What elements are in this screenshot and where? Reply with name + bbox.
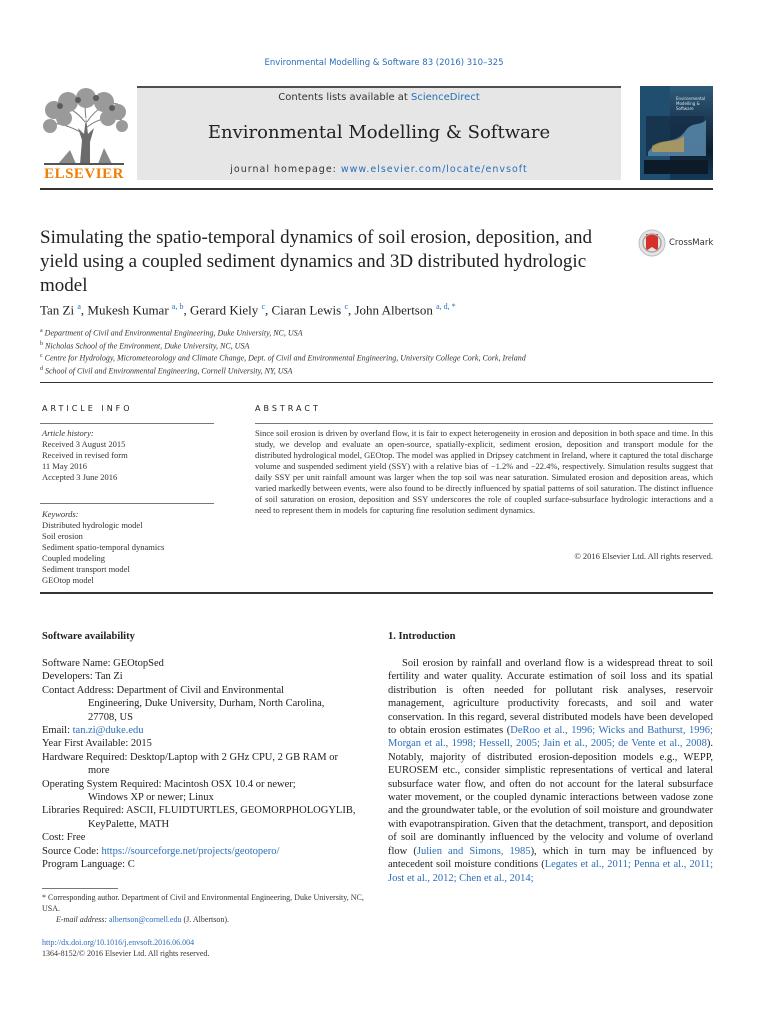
masthead-divider: [40, 188, 713, 190]
author-affiliation-mark[interactable]: c: [344, 302, 348, 311]
keywords-divider: [40, 503, 214, 504]
affiliation: [40, 326, 713, 339]
software-libraries: Libraries Required: ASCII, FLUIDTURTLES, GEOMORPHOLOGYLIB,: [42, 805, 356, 817]
intro-text: ), which in turn may be influenced by antecedent soil moisture conditions (: [388, 845, 713, 871]
paper-title: Simulating the spatio-temporal dynamics of soil erosion, deposition, and yield using a coupled sediment dynamics and 3D distributed hydrologic model: [40, 227, 592, 296]
issn-line: 1364-8152/© 2016 Elsevier Ltd. All rights reserved.: [42, 949, 210, 958]
software-os: Operating System Required: Macintosh OSX 10.4 or newer;: [42, 778, 296, 790]
software-libraries-cont: KeyPalette, MATH: [88, 818, 170, 830]
abstract-heading: ABSTRACT: [255, 404, 321, 413]
author-email-link[interactable]: albertson@cornell.edu: [109, 915, 182, 924]
affiliation-text: School of Civil and Environmental Engineering, Cornell University, NY, USA: [45, 366, 293, 376]
introduction-heading: 1. Introduction: [388, 631, 456, 642]
software-contact: Contact Address: Department of Civil and Environmental: [42, 684, 285, 696]
affiliation: [40, 364, 713, 377]
journal-reference-link[interactable]: Environmental Modelling & Software 83 (2016) 310–325: [264, 58, 504, 68]
software-language: Program Language: C: [42, 859, 135, 871]
software-os-cont: Windows XP or newer; Linux: [88, 792, 214, 804]
software-availability-list: [42, 657, 372, 872]
article-history: [42, 428, 214, 483]
author-affiliation-mark[interactable]: a, b: [171, 302, 184, 311]
history-item: Received in revised form: [42, 450, 128, 460]
citation-link[interactable]: Julien and Simons, 1985: [416, 845, 531, 857]
software-source: [42, 845, 372, 858]
article-info-heading: ARTICLE INFO: [42, 404, 133, 413]
software-developers: Developers: Tan Zi: [42, 671, 123, 683]
source-label: Source Code:: [42, 845, 102, 857]
citation-link[interactable]: DeRoo et al., 1996; Wicks and Bathurst, 1996; Morgan et al., 1998; Hessell, 2005; Jain et al., 2005; de Vente et al., 2008: [388, 725, 713, 750]
sciencedirect-link[interactable]: ScienceDirect: [411, 92, 480, 103]
author-name[interactable]: Gerard Kiely: [189, 302, 259, 318]
keyword-item: Distributed hydrologic model: [42, 520, 143, 530]
software-contact-cont: Engineering, Duke University, Durham, North Carolina,: [88, 698, 325, 710]
author-name[interactable]: Mukesh Kumar: [87, 302, 169, 318]
software-year: Year First Available: 2015: [42, 738, 152, 750]
software-hardware: Hardware Required: Desktop/Laptop with 2 GHz CPU, 2 GB RAM or: [42, 751, 338, 763]
crossmark-icon[interactable]: [638, 229, 666, 257]
footnote-email-suffix: (J. Albertson).: [181, 915, 230, 924]
intro-text: Soil erosion by rainfall and overland flow is a widespread threat to soil fertility and water quality. Accurate estimation of soil loss and its spatial distribution is often needed for pollutant risk analyses, reservoir management, agriculture productivity forecasts, and soil and water conservation. In this regard, several distributed models have been developed to obtain erosion estimates (: [388, 658, 713, 737]
cover-title: Environmental Modelling & Software: [676, 96, 706, 111]
author-affiliation-mark[interactable]: a: [77, 302, 81, 311]
abstract-copyright: © 2016 Elsevier Ltd. All rights reserved.: [574, 551, 713, 561]
footnote-email: [42, 914, 372, 925]
introduction-paragraph: [388, 657, 713, 885]
abstract-divider: [255, 423, 713, 424]
software-email-link[interactable]: tan.zi@duke.edu: [72, 725, 144, 737]
history-item: 11 May 2016: [42, 461, 88, 471]
author-affiliation-mark[interactable]: c: [261, 302, 266, 311]
affiliation: [40, 339, 713, 352]
keyword-item: Sediment spatio-temporal dynamics: [42, 542, 165, 552]
author-affiliation-mark[interactable]: a, d, *: [436, 302, 456, 311]
publisher-wordmark: ELSEVIER: [44, 166, 124, 182]
corresponding-author-footnote: [42, 892, 372, 925]
keyword-item: Coupled modeling: [42, 553, 106, 563]
author-name[interactable]: Tan Zi: [40, 302, 75, 318]
author-list: Tan Zi $^a$, Mukesh Kumar $^{a, b}$, Gerard Kiely $^c$, Ciaran Lewis $^c$, John Albertson $^{a, d, *}$: [40, 302, 456, 318]
keyword-item: Soil erosion: [42, 531, 83, 541]
footnote-divider: [42, 888, 118, 889]
history-item: Accepted 3 June 2016: [42, 472, 118, 482]
author-name[interactable]: John Albertson: [354, 302, 433, 318]
history-label: Article history:: [42, 428, 94, 438]
affiliation-mark: b: [40, 340, 43, 347]
doi-link[interactable]: http://dx.doi.org/10.1016/j.envsoft.2016.06.004: [42, 938, 195, 947]
history-item: Received 3 August 2015: [42, 439, 126, 449]
journal-homepage-line: [137, 164, 621, 175]
footnote-email-label: E-mail address:: [56, 915, 110, 924]
keyword-item: GEOtop model: [42, 575, 94, 585]
affiliation-mark: a: [40, 328, 43, 334]
affiliation-list: [40, 326, 713, 377]
software-email: [42, 724, 372, 737]
journal-title: Environmental Modelling & Software: [207, 122, 551, 143]
affiliation-mark: c: [40, 353, 43, 360]
affiliation-text: Department of Civil and Environmental Engineering, Duke University, NC, USA: [44, 328, 303, 338]
article-info-divider: [40, 423, 214, 424]
affiliation-text: Nicholas School of the Environment, Duke University, NC, USA: [45, 341, 250, 351]
journal-homepage-link[interactable]: www.elsevier.com/locate/envsoft: [340, 164, 528, 175]
contents-line: [137, 92, 621, 103]
crossmark-label[interactable]: CrossMark: [669, 238, 714, 248]
software-availability-heading: Software availability: [42, 631, 135, 642]
affiliation-text: Centre for Hydrology, Micrometeorology and Climate Change, Dept. of Civil and Environmental Engineering, University College Cork, Cork, Ireland: [44, 353, 526, 363]
email-label: Email:: [42, 725, 73, 737]
title-divider: [40, 382, 713, 383]
software-cost: Cost: Free: [42, 832, 86, 844]
software-name: Software Name: GEOtopSed: [42, 658, 164, 669]
author-name[interactable]: Ciaran Lewis: [271, 302, 342, 318]
abstract-text: Since soil erosion is driven by overland flow, it is fair to expect heterogeneity in erosion and deposition in both space and time. In this study, we develop and evaluate an open-source, spatially-explicit, sediment erosion, deposition and transport module for the distributed hydrological model, GEOtop. The model was applied in Dripsey catchment in Ireland, where it captured the total discharge volume and suspended sediment yield (SSY) with a relative bias of −1.2% and −22.4%, respectively. Simulation results suggest that daily SSY per unit rainfall amount was larger when the top soil was near saturation. Simulated erosion and deposition areas, which varied markedly between events, were also found to be directly influenced by spatial patterns of soil saturation. The distinct influence of soil saturation on erosion, deposition and SSY underscores the role of coupled surface-subsurface hydrologic interactions and a need to represent them in models for capturing fine resolution sediment dynamics.: [255, 428, 713, 515]
corresponding-author: * Corresponding author. Department of Civil and Environmental Engineering, Duke University, NC, USA.: [42, 893, 364, 913]
front-matter-divider: [40, 592, 713, 594]
keywords-label: Keywords:: [42, 509, 79, 519]
software-hardware-cont: more: [88, 765, 110, 777]
homepage-prefix: journal homepage:: [230, 164, 341, 175]
keyword-list: [42, 509, 214, 586]
intro-text: ). Notably, majority of distributed erosion-deposition models e.g., WEPP, EUROSEM etc., consider simplistic representations of vertical and lateral subsurface water flow, and often do not account for the lateral subsurface water movement, or the coupled dynamic interactions between vadose zone and the groundwater table, or the evolution of soil moisture and groundwater with evapotranspiration. Given that the detachment, transport, and deposition of soil are dominantly influenced by the velocity and volume of overland flow (: [388, 738, 713, 857]
affiliation-mark: d: [40, 365, 43, 372]
keyword-item: Sediment transport model: [42, 564, 130, 574]
affiliation: [40, 351, 713, 364]
citation-link[interactable]: Legates et al., 2011; Penna et al., 2011; Jost et al., 2012; Chen et al., 2014;: [388, 859, 714, 884]
contents-prefix: Contents lists available at: [278, 92, 412, 103]
software-contact-cont: 27708, US: [88, 711, 133, 723]
source-code-link[interactable]: https://sourceforge.net/projects/geotopero/: [101, 845, 280, 857]
